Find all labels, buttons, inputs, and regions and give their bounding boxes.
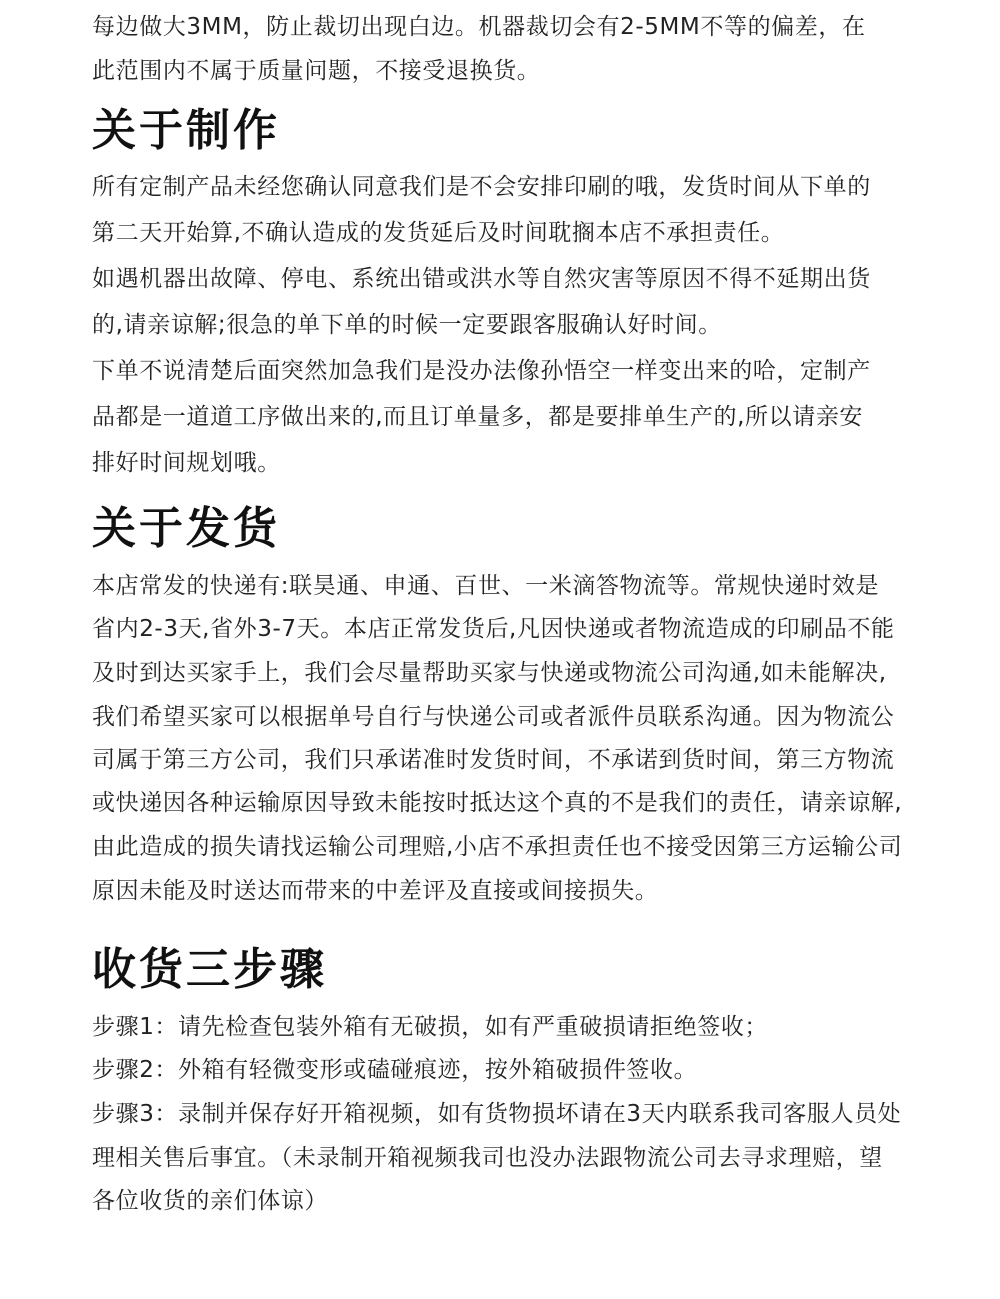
production-line: 下单不说清楚后面突然加急我们是没办法像孙悟空一样变出来的哈，定制产 [92,358,871,384]
shipping-line: 省内2-3天,省外3-7天。本店正常发货后,凡因快递或者物流造成的印刷品不能 [92,616,895,642]
intro-line: 每边做大3MM，防止裁切出现白边。机器裁切会有2-5MM不等的偏差，在 [92,14,866,40]
shipping-line: 由此造成的损失请找运输公司理赔,小店不承担责任也不接受因第三方运输公司 [92,834,903,860]
production-line: 所有定制产品未经您确认同意我们是不会安排印刷的哦，发货时间从下单的 [92,174,871,200]
shipping-line: 我们希望买家可以根据单号自行与快递公司或者派件员联系沟通。因为物流公 [92,704,895,730]
receiving-line: 理相关售后事宜。（未录制开箱视频我司也没办法跟物流公司去寻求理赔，望 [92,1145,883,1171]
receiving-heading: 收货三步骤 [92,944,327,995]
production-line: 的,请亲谅解;很急的单下单的时候一定要跟客服确认好时间。 [92,312,722,338]
shipping-line: 原因未能及时送达而带来的中差评及直接或间接损失。 [92,878,659,904]
production-line: 排好时间规划哦。 [92,450,281,476]
shipping-line: 司属于第三方公司，我们只承诺准时发货时间，不承诺到货时间，第三方物流 [92,747,895,773]
production-line: 第二天开始算,不确认造成的发货延后及时间耽搁本店不承担责任。 [92,220,785,246]
receiving-step: 步骤3：录制并保存好开箱视频，如有货物损坏请在3天内联系我司客服人员处 [92,1101,902,1127]
shipping-line: 或快递因各种运输原因导致未能按时抵达这个真的不是我们的责任，请亲谅解, [92,790,903,816]
shipping-heading: 关于发货 [92,503,280,554]
receiving-step: 步骤1：请先检查包装外箱有无破损，如有严重破损请拒绝签收； [92,1014,769,1040]
production-line: 品都是一道道工序做出来的,而且订单量多，都是要排单生产的,所以请亲安 [92,404,864,430]
receiving-line: 各位收货的亲们体谅） [92,1188,328,1214]
shipping-line: 本店常发的快递有:联昊通、申通、百世、一米滴答物流等。常规快递时效是 [92,573,880,599]
intro-line: 此范围内不属于质量问题，不接受退换货。 [92,58,541,84]
production-heading: 关于制作 [92,105,280,156]
shipping-line: 及时到达买家手上，我们会尽量帮助买家与快递或物流公司沟通,如未能解决, [92,660,887,686]
receiving-step: 步骤2：外箱有轻微变形或磕碰痕迹，按外箱破损件签收。 [92,1057,698,1083]
production-line: 如遇机器出故障、停电、系统出错或洪水等自然灾害等原因不得不延期出货 [92,266,871,292]
